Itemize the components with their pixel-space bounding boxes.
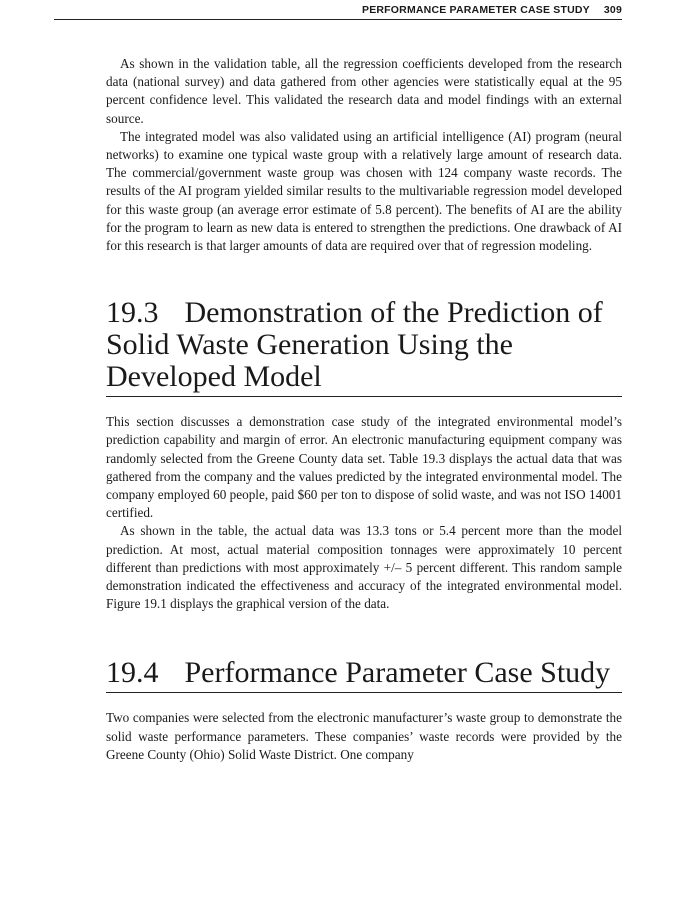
section-heading-19-3: [106, 297, 622, 397]
section-19-3-paragraph-2: As shown in the table, the actual data was 13.3 tons or 5.4 percent more than the model prediction. At most, actual material composition tonnages were approximately 10 percent different than predictions with most approximately +/– 5 percent different. This random sample demonstration indicated the effectiveness and accuracy of the integrated environmental model. Figure 19.1 displays the graphical version of the data.: [106, 523, 622, 612]
intro-paragraph-2: The integrated model was also validated using an artificial intelligence (AI) program (neural networks) to examine one typical waste group with a relatively large amount of research data. The commercial/government waste group was chosen with 124 company waste records. The results of the AI program yielded similar results to the multivariable regression model developed for this waste group (an average error estimate of 5.8 percent). The benefits of AI are the ability for the program to learn as new data is entered to strengthen the predictions. One drawback of AI for this research is that larger amounts of data are required over that of regression modeling.: [106, 128, 622, 254]
section-19-3-paragraph-1: This section discusses a demonstration case study of the integrated environmental model’s prediction capability and margin of error. An electronic manufacturing equipment company was randomly selected from the Greene County data set. Table 19.3 displays the actual data that was gathered from the company and the values predicted by the integrated environmental model. The company employed 60 people, paid $60 per ton to dispose of solid waste, and was not ISO 14001 certified.: [106, 414, 622, 521]
section-heading-19-4: [106, 657, 622, 693]
section-title: Performance Parameter Case Study: [184, 656, 611, 690]
running-title: PERFORMANCE PARAMETER CASE STUDY: [361, 4, 590, 16]
page-number: 309: [603, 4, 622, 16]
page-body: [106, 55, 622, 764]
section-number: 19.3: [106, 296, 159, 330]
running-header: [54, 4, 622, 20]
section-title: Demonstration of the Prediction of Solid Waste Generation Using the Developed Model: [106, 296, 603, 394]
section-number: 19.4: [106, 656, 159, 690]
section-19-4-paragraph-1: Two companies were selected from the electronic manufacturer’s waste group to demonstrate the solid waste performance parameters. These companies’ waste records were provided by the Greene County (Ohio) Solid Waste District. One company: [106, 710, 622, 762]
intro-paragraph-1: As shown in the validation table, all the regression coefficients developed from the research data (national survey) and data gathered from other agencies were statistically equal at the 95 percent confidence level. This validated the research data and model findings with an external source.: [106, 56, 622, 126]
running-header-text: [362, 4, 622, 16]
